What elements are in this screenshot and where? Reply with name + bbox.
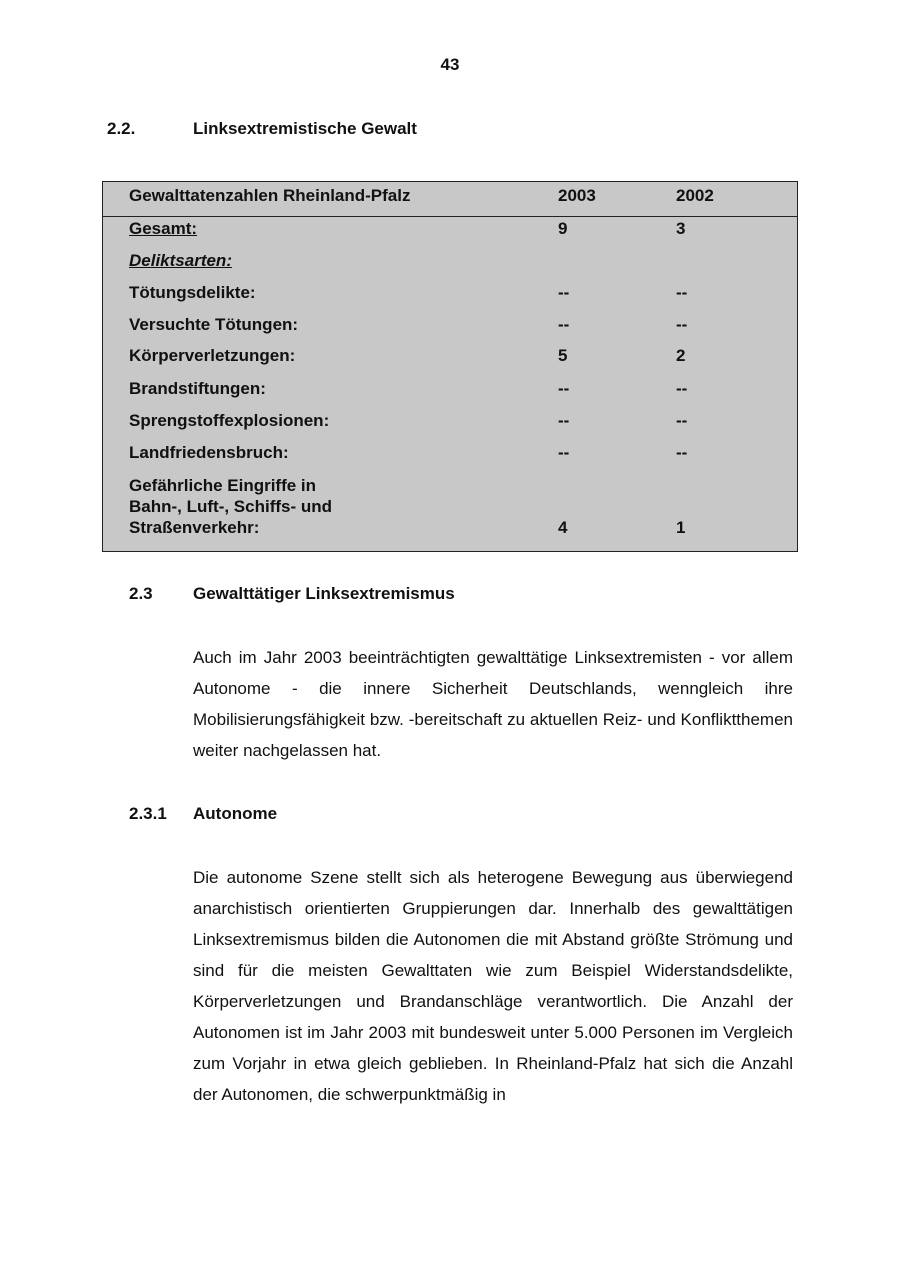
table-row bbox=[103, 315, 797, 339]
section-number: 2.3.1 bbox=[129, 804, 167, 823]
table-row-gefaehrliche-eingriffe bbox=[103, 475, 797, 541]
row-value-2003: -- bbox=[558, 315, 570, 334]
row-value-2003: 9 bbox=[558, 219, 568, 238]
table-header-2003: 2003 bbox=[558, 186, 596, 205]
row-value-2002: -- bbox=[676, 411, 688, 430]
section-heading-2-2 bbox=[107, 119, 417, 139]
row-value-2003: -- bbox=[558, 283, 570, 302]
row-label: Sprengstoffexplosionen: bbox=[129, 411, 330, 430]
table-row-gesamt bbox=[103, 219, 797, 243]
table-header-row bbox=[103, 182, 797, 217]
table-row bbox=[103, 443, 797, 467]
page-number: 43 bbox=[440, 55, 460, 74]
section-number: 2.3 bbox=[129, 584, 153, 603]
row-value-2002: -- bbox=[676, 283, 688, 302]
section-number: 2.2. bbox=[107, 119, 136, 138]
row-value-2003: -- bbox=[558, 443, 570, 462]
row-value-2003: 5 bbox=[558, 346, 568, 365]
table-row bbox=[103, 283, 797, 307]
table-row bbox=[103, 379, 797, 403]
table-row bbox=[103, 346, 797, 370]
table-header-label: Gewalttatenzahlen Rheinland-Pfalz bbox=[129, 186, 411, 205]
row-value-2002: 2 bbox=[676, 346, 686, 365]
row-value-2003: -- bbox=[558, 411, 570, 430]
row-label: Körperverletzungen: bbox=[129, 346, 296, 365]
section-title: Autonome bbox=[193, 804, 278, 823]
row-value-2002: 1 bbox=[676, 518, 686, 537]
row-value-2002: 3 bbox=[676, 219, 686, 238]
section-heading-2-3-1 bbox=[129, 804, 277, 824]
statistics-table bbox=[102, 181, 798, 552]
row-label: Landfriedensbruch: bbox=[129, 443, 289, 462]
row-value-2003: 4 bbox=[558, 518, 568, 537]
row-label: Versuchte Tötungen: bbox=[129, 315, 299, 334]
section-title: Linksextremistische Gewalt bbox=[193, 119, 417, 138]
row-label-line: Straßenverkehr: bbox=[129, 518, 260, 537]
row-label: Tötungsdelikte: bbox=[129, 283, 256, 302]
row-label bbox=[129, 475, 332, 538]
row-label-line: Bahn-, Luft-, Schiffs- und bbox=[129, 497, 333, 516]
table-row-deliktsarten bbox=[103, 251, 797, 275]
section-title: Gewalttätiger Linksextremismus bbox=[193, 584, 455, 603]
table-row bbox=[103, 411, 797, 435]
row-value-2002: -- bbox=[676, 379, 688, 398]
row-label-line: Gefährliche Eingriffe in bbox=[129, 476, 317, 495]
row-value-2003: -- bbox=[558, 379, 570, 398]
section-heading-2-3 bbox=[129, 584, 455, 604]
body-paragraph: Die autonome Szene stellt sich als heterogene Bewegung aus überwiegend anarchistisch orientierten Gruppierungen dar. Innerhalb des gewalttätigen Linksextremismus bilden die Autonomen die mit Abstand größte Strömung und sind für die meisten Gewalttaten wie zum Beispiel Widerstandsdelikte, Körperverletzungen und Brandanschläge verantwortlich. Die Anzahl der Autonomen ist im Jahr 2003 mit bundesweit unter 5.000 Personen im Vergleich zum Vorjahr in etwa gleich geblieben. In Rheinland-Pfalz hat sich die Anzahl der Autonomen, die schwerpunktmäßig in bbox=[193, 868, 793, 1104]
row-value-2002: -- bbox=[676, 315, 688, 334]
row-label: Deliktsarten: bbox=[129, 251, 232, 270]
table-header-2002: 2002 bbox=[676, 186, 714, 205]
body-paragraph: Auch im Jahr 2003 beeinträchtigten gewalttätige Linksextremisten - vor allem Autonome - die innere Sicherheit Deutschlands, wenngleich ihre Mobilisierungsfähigkeit bzw. -bereitschaft zu aktuellen Reiz- und Konfliktthemen weiter nachgelassen hat. bbox=[193, 648, 793, 760]
row-value-2002: -- bbox=[676, 443, 688, 462]
row-label: Gesamt: bbox=[129, 219, 198, 238]
row-label: Brandstiftungen: bbox=[129, 379, 266, 398]
